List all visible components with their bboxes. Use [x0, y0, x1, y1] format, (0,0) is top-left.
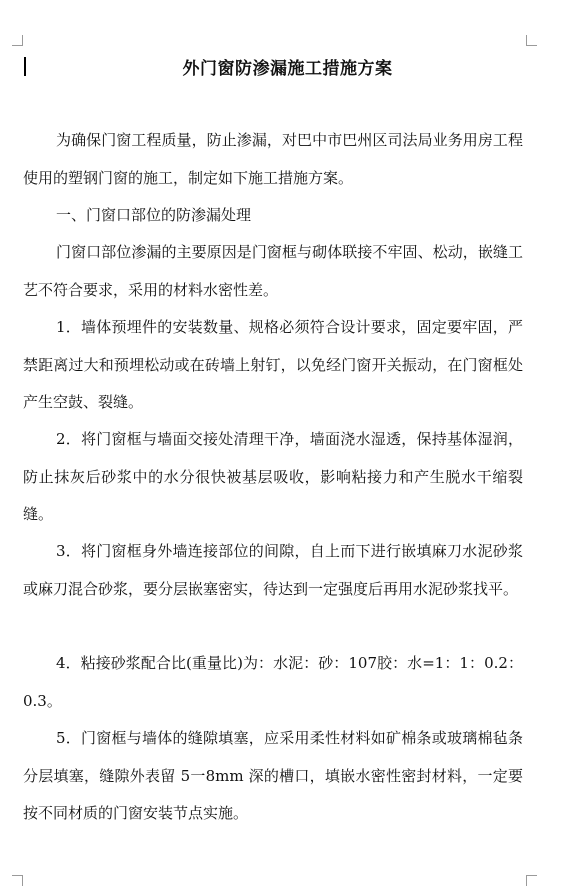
margin-corner-mark: [12, 875, 23, 886]
list-item-2[interactable]: 2．将门窗框与墙面交接处清理干净，墙面浇水湿透，保持基体湿润，防止抹灰后砂浆中的水分很快被基层吸收，影响粘接力和产生脱水干缩裂缝。: [23, 430, 523, 523]
document-title[interactable]: 外门窗防渗漏施工措施方案: [182, 59, 393, 79]
margin-corner-mark: [526, 875, 537, 886]
margin-corner-mark: [526, 35, 537, 46]
list-item-1[interactable]: 1．墙体预埋件的安装数量、规格必须符合设计要求，固定要牢固，严禁距离过大和预埋松动或在砖墙上射钉，以免经门窗开关振动，在门窗框处产生空鼓、裂缝。: [23, 318, 523, 411]
margin-corner-mark: [12, 35, 23, 46]
intro-paragraph[interactable]: 为确保门窗工程质量，防止渗漏，对巴中市巴州区司法局业务用房工程使用的塑钢门窗的施工，制定如下施工措施方案。: [23, 131, 523, 187]
list-item-5[interactable]: 5．门窗框与墙体的缝隙填塞，应采用柔性材料如矿棉条或玻璃棉毡条分层填塞，缝隙外表留 5一8mm 深的槽口，填嵌水密性密封材料，一定要按不同材质的门窗安装节点实施。: [23, 729, 523, 822]
section-heading[interactable]: 一、门窗口部位的防渗漏处理: [56, 206, 252, 224]
list-item-4[interactable]: 4．粘接砂浆配合比(重量比)为：水泥：砂：107胶：水=1：1：0.2：0.3。: [23, 654, 523, 710]
list-item-3[interactable]: 3．将门窗框身外墙连接部位的间隙，自上而下进行嵌填麻刀水泥砂浆或麻刀混合砂浆，要分层嵌塞密实，待达到一定强度后再用水泥砂浆找平。: [23, 542, 523, 598]
body-paragraph[interactable]: 门窗口部位渗漏的主要原因是门窗框与砌体联接不牢固、松动，嵌缝工艺不符合要求，采用的材料水密性差。: [23, 243, 523, 299]
